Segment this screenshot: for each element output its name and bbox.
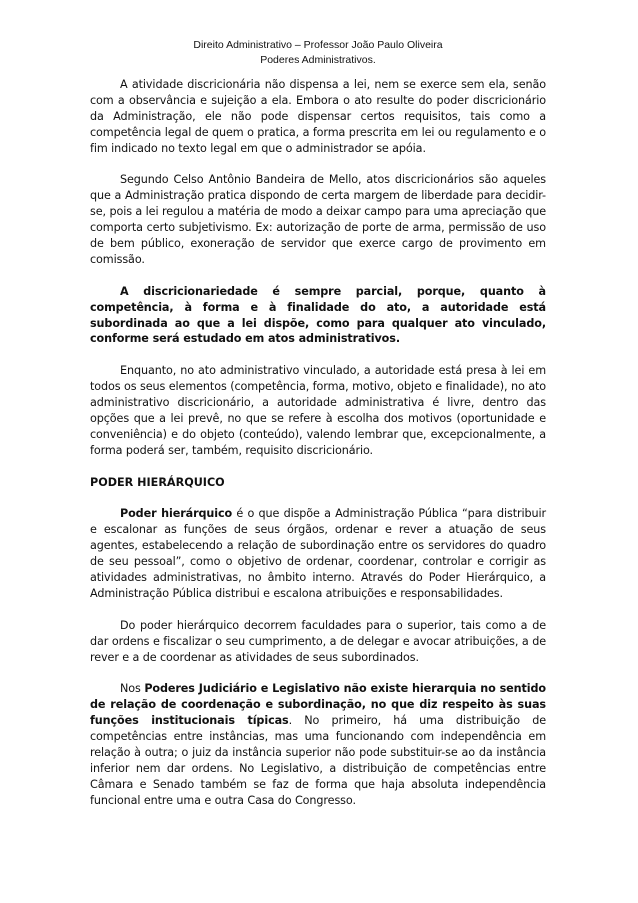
continuation-text: . No primeiro, há uma distribuição de competências entre instâncias, mas uma funcionando com independência em relação à outra; o juiz da instância superior não pode substituir-se ao da instância inferior nem dar ordens. No Legislativo, a distribuição de competências entre Câmara e Senado também se faz de forma que haja absoluta independência funcional entre uma e outra Casa do Congresso.	[90, 714, 546, 807]
section-title-poder-hierarquico: PODER HIERÁRQUICO	[90, 475, 225, 489]
definition-text: é o que dispõe a Administração Pública “para distribuir e escalonar as funções de seus órgãos, ordenar e rever a atuação de seus agentes, estabelecendo a relação de subordinação entre os servidores do quadro de seu pessoal”, como o objetivo de ordenar, coordenar, controlar e corrigir as atividades administrativas, no âmbito interno. Através do Poder Hierárquico, a Administração Pública distribui e escalona atribuições e responsabilidades.	[90, 507, 546, 600]
paragraph-bandeira-de-mello: Segundo Celso Antônio Bandeira de Mello, atos discricionários são aqueles que a Administração pratica dispondo de certa margem de liberdade para decidir-se, pois a lei regulou a matéria de modo a deixar campo para uma apreciação que comporta certo subjetivismo. Ex: autorização de porte de arma, permissão de uso de bem público, exoneração de servidor que exerce cargo de provimento em comissão.	[90, 173, 546, 266]
paragraph-bound-vs-discretionary: Enquanto, no ato administrativo vinculado, a autoridade está presa à lei em todos os seus elementos (competência, forma, motivo, objeto e finalidade), no ato administrativo discricionário, a autoridade administrativa é livre, dentro das opções que a lei prevê, no que se refere à escolha dos motivos (oportunidade e conveniência) e do objeto (conteúdo), valendo lembrar que, excepcionalmente, a forma poderá ser, também, requisito discricionário.	[90, 364, 546, 457]
paragraph-partial-discretion: A discricionariedade é sempre parcial, porque, quanto à competência, à forma e à finalidade do ato, a autoridade está subordinada ao que a lei dispõe, como para qualquer ato vinculado, conforme será estudado em atos administrativos.	[90, 284, 546, 346]
emphasis-no-hierarchy: Poderes Judiciário e Legislativo não existe hierarquia no sentido de relação de coordenação e subordinação, no que diz respeito às suas funções institucionais típicas	[90, 682, 546, 728]
header-course-line: Direito Administrativo – Professor João Paulo Oliveira	[193, 39, 443, 51]
lead-text: Nos	[120, 682, 145, 696]
paragraph-superior-faculties: Do poder hierárquico decorrem faculdades para o superior, tais como a de dar ordens e fiscalizar o seu cumprimento, a de delegar e avocar atribuições, a de rever e a de coordenar as atividades de seus subordinados.	[90, 618, 546, 664]
paragraph-poder-hierarquico-definition	[90, 506, 546, 601]
paragraph-discretion-law: A atividade discricionária não dispensa a lei, nem se exerce sem ela, senão com a observância e sujeição a ela. Embora o ato resulte do poder discricionário da Administração, ele não pode dispensar certos requisitos, tais como a competência legal de quem o pratica, a forma prescrita em lei ou regulamento e o fim indicado no texto legal em que o administrador se apóia.	[90, 78, 546, 155]
header-topic-line: Poderes Administrativos.	[260, 54, 376, 66]
page-header	[90, 38, 546, 68]
paragraph-judiciary-legislative	[90, 681, 546, 808]
term-poder-hierarquico: Poder hierárquico	[120, 507, 233, 521]
